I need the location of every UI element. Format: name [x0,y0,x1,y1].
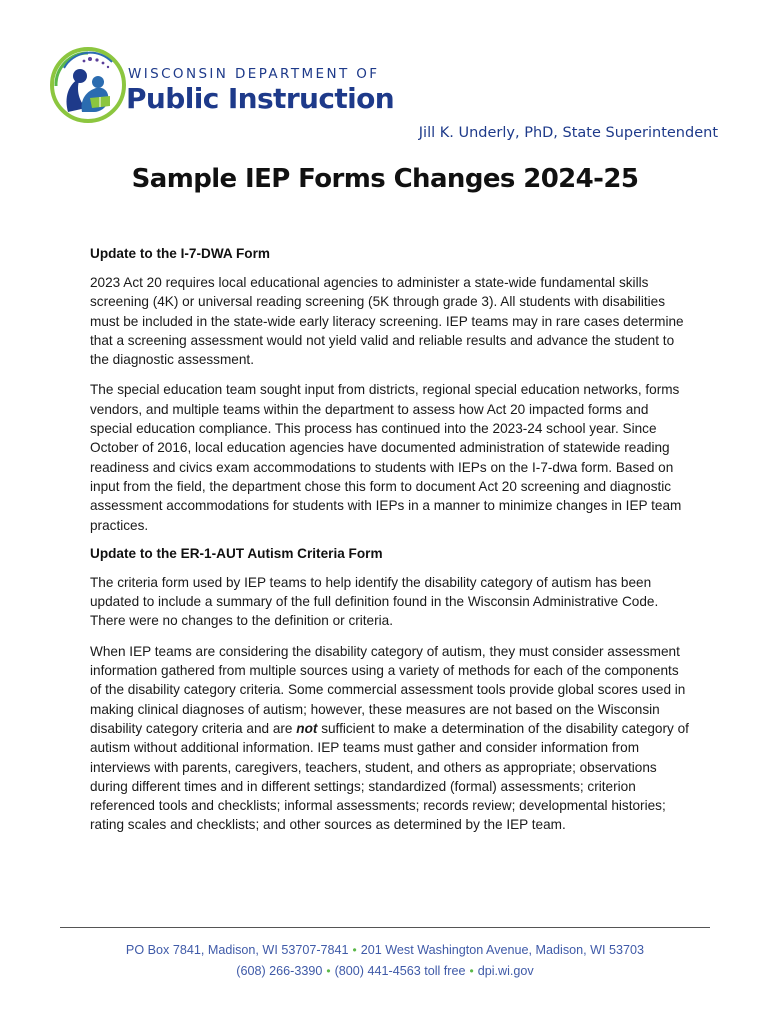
paragraph-part-before: When IEP teams are considering the disability category of autism, they must consider assessment information gathered from multiple sources using a variety of methods for each of the components of the disability category criteria. Some commercial assessment tools provide global scores used in making clinical diagnoses of autism; however, these measures are not based on the Wisconsin disability category criteria and are [90,643,686,736]
superintendent-name: Jill K. Underly, PhD, State Superintendent [418,125,718,141]
footer-phone: (608) 266-3390 [236,964,323,978]
footer-website-link[interactable]: dpi.wi.gov [477,964,534,978]
emphasis-not: not [296,720,318,736]
footer-divider [60,927,710,928]
section-heading-i7dwa: Update to the I-7-DWA Form [90,246,270,261]
section-heading-er1aut: Update to the ER-1-AUT Autism Criteria Form [90,545,383,561]
paragraph-part-after: sufficient to make a determination of the disability category of autism without additional information. IEP teams must gather and consider information from interviews with parents, caregivers, teachers, student, and others as appropriate; observations during different times and in different settings; standardized (formal) assessments; criterion referenced tools and checklists; informal assessments; records review; developmental histories; rating scales and checklists; and other sources as determined by the IEP team. [90,720,689,833]
paragraph-autism-assessment [90,642,690,835]
footer-address-line [0,940,770,961]
org-name-line1: WISCONSIN DEPARTMENT OF [128,66,380,82]
footer-po-box: PO Box 7841, Madison, WI 53707-7841 [125,943,349,957]
footer-contact-line [0,961,770,982]
document-title: Sample IEP Forms Changes 2024-25 [131,164,639,194]
bullet-separator: • [469,964,474,978]
footer-street-address: 201 West Washington Avenue, Madison, WI 53703 [360,943,645,957]
document-body [90,246,690,846]
footer [0,940,770,982]
bullet-separator: • [326,964,331,978]
bullet-separator: • [352,943,357,957]
footer-toll-free: (800) 441-4563 toll free [334,964,466,978]
org-name-line2: Public Instruction [126,82,395,115]
dpi-logo-icon [50,46,126,124]
paragraph-input: The special education team sought input from districts, regional special education networks, forms vendors, and multiple teams within the department to assess how Act 20 impacted forms and special education compliance. This process has continued into the 2023-24 school year. Since October of 2016, local education agencies have documented administration of statewide reading readiness and civics exam accommodations to students with IEPs on the I-7-dwa form. Based on input from the field, the department chose this form to document Act 20 screening and diagnostic assessment accommodations for students with IEPs in a manner to minimize changes in IEP team practices. [90,382,682,533]
paragraph-act20: 2023 Act 20 requires local educational agencies to administer a state-wide fundamental skills screening (4K) or universal reading screening (5K through grade 3). All students with disabilities must be included in the state-wide early literacy screening. IEP teams may in rare cases determine that a screening assessment would not yield valid and reliable results and advance the student to the diagnostic assessment. [90,275,684,368]
paragraph-criteria-form: The criteria form used by IEP teams to help identify the disability category of autism has been updated to include a summary of the full definition found in the Wisconsin Administrative Code. There were no changes to the definition or criteria. [90,574,659,629]
